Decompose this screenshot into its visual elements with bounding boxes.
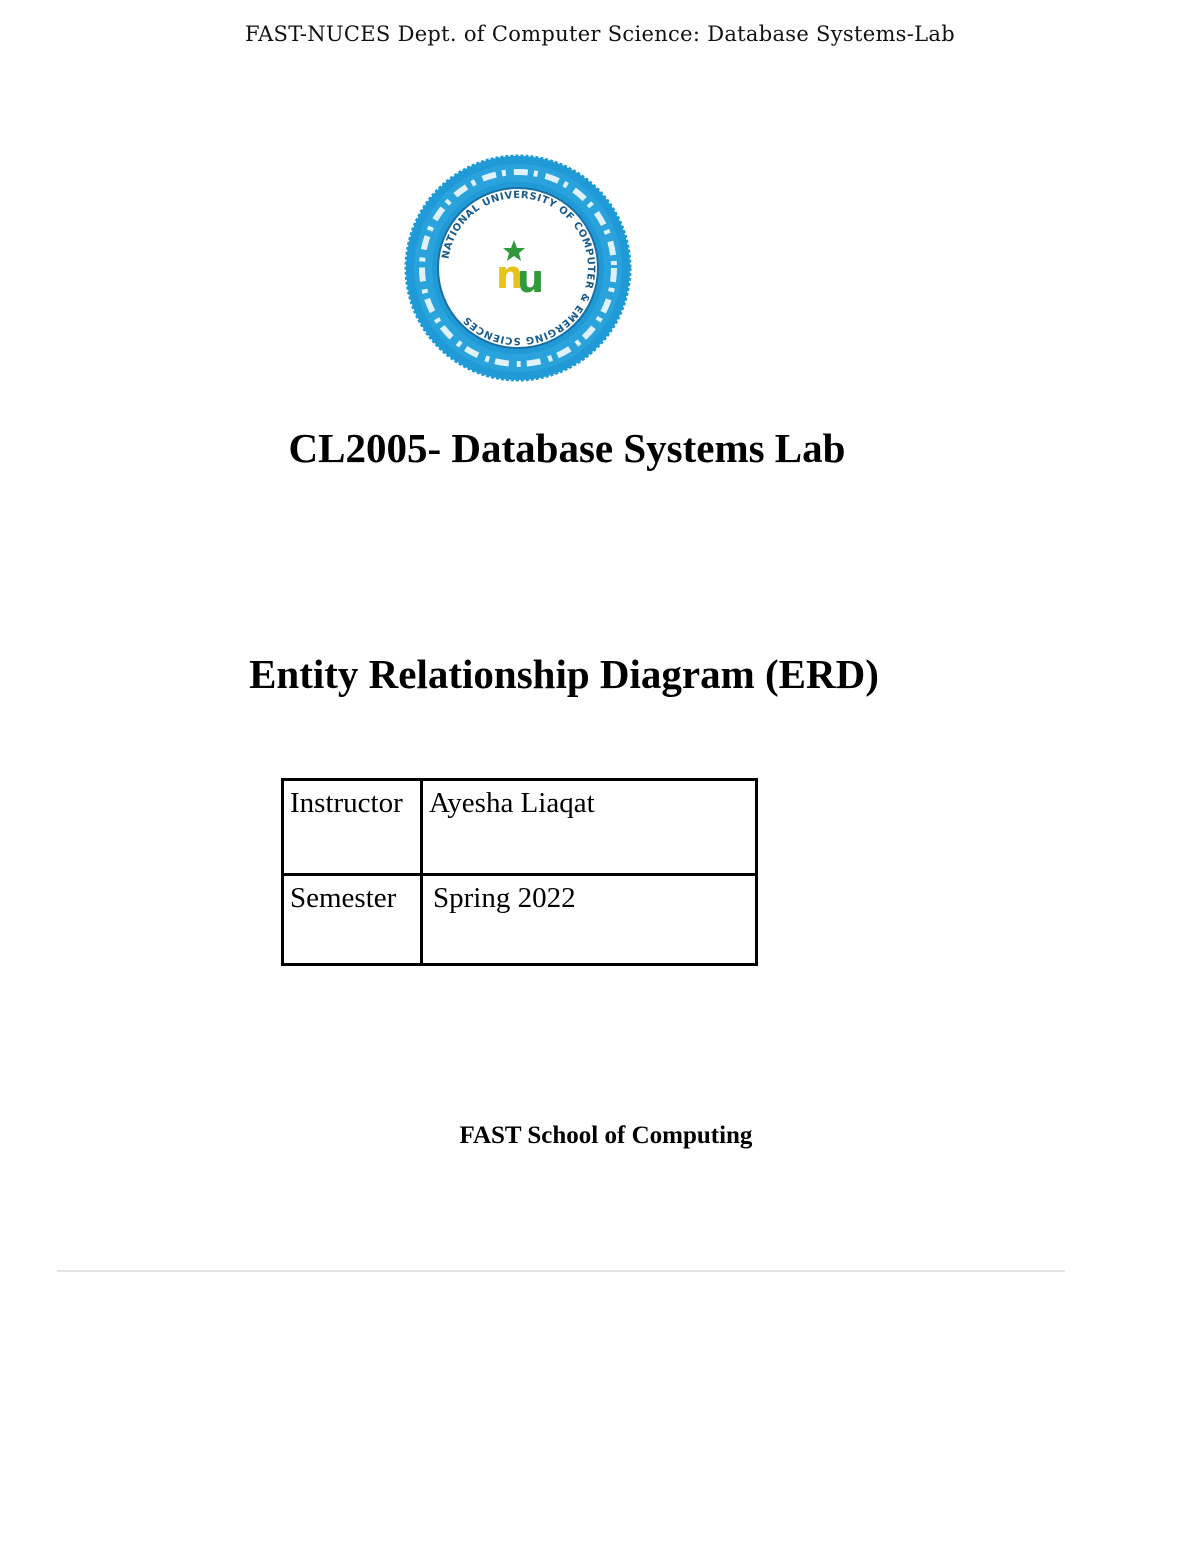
table-row [283,875,757,965]
instructor-label: Instructor [283,780,422,875]
course-title: CL2005- Database Systems Lab [288,425,846,471]
semester-label: Semester [283,875,422,965]
semester-value: Spring 2022 [422,875,757,965]
seal-ring-text: NATIONAL UNIVERSITY OF COMPUTER & EMERGING SCIENCES [440,189,597,347]
instructor-value: Ayesha Liaqat [422,780,757,875]
svg-text:n: n [496,253,524,297]
svg-text:u: u [517,257,545,301]
seal-graphic [402,152,634,384]
school-name: FAST School of Computing [459,1122,753,1149]
table-row [283,780,757,875]
university-seal-icon [402,152,634,384]
document-title: Entity Relationship Diagram (ERD) [249,651,879,697]
page-divider [57,1270,1065,1272]
info-table [281,778,758,966]
page-header: FAST-NUCES Dept. of Computer Science: Database Systems-Lab [245,22,955,46]
